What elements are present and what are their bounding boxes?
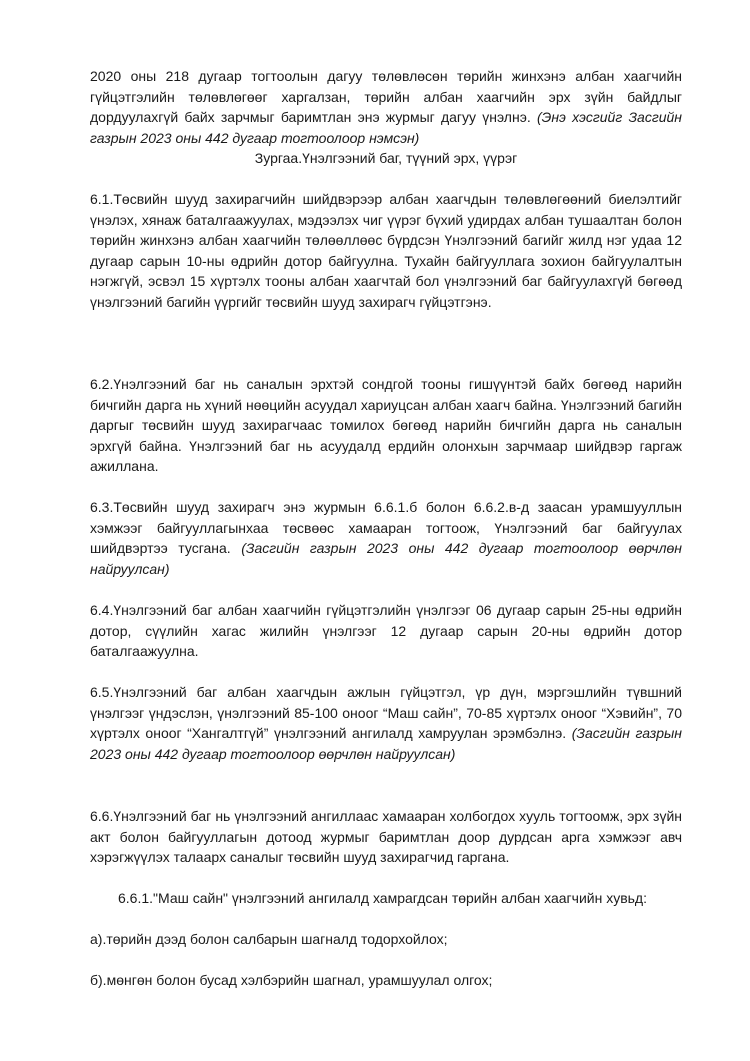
section-title: Зургаа.Үнэлгээний баг, түүний эрх, үүрэг — [254, 150, 518, 166]
list-item-a: а).төрийн дээд болон салбарын шагналд тодорхойлох; — [90, 931, 448, 947]
paragraph-6-5 — [90, 682, 682, 764]
paragraph-text: 6.3.Төсвийн шууд захирагч энэ журмын 6.6.1.б болон 6.6.2.в-д заасан урамшууллын хэмжээг байгууллагынхаа төсвөөс хамааран тогтоож, Үнэлгээний баг байгуулах шийдвэртээ тусгана. — [90, 499, 682, 556]
intro-note: (Энэ хэсгийг Засгийн газрын 2023 оны 442 дугаар тогтоолоор нэмсэн) — [90, 109, 683, 146]
intro-text: 2020 оны 218 дугаар тогтоолын дагуу төлөвлөсөн төрийн жинхэнэ албан хаагчийн гүйцэтгэлийн төлөвлөгөөг харгалзан, төрийн албан хаагчийн эрх зүйн байдлыг дордуулахгүй байх зарчмыг баримтлан энэ журмыг дагуу үнэлнэ. — [90, 68, 682, 125]
list-item-b: б).мөнгөн болон бусад хэлбэрийн шагнал, урамшуулал олгох; — [90, 972, 493, 988]
paragraph-6-4 — [90, 600, 682, 662]
paragraph-6-1 — [90, 189, 682, 312]
paragraph-text: 6.1.Төсвийн шууд захирагчийн шийдвэрээр албан хаагчдын төлөвлөгөөний биелэлтийг үнэлэх, хянаж баталгаажуулах, мэдээлэх чиг үүрэг бүхий удирдах албан тушаалтан болон төрийн жинхэнэ албан хаагчийн төлөөллөөс бүрдсэн Үнэлгээний багийг жилд нэг удаа 12 дугаар сарын 10-ны өдрийн дотор байгуулна. Тухайн байгууллага зохион байгуулалтын нэгжгүй, эсвэл 15 хүртэлх тооны албан хаагчтай бол үнэлгээний баг байгуулахгүй бөгөөд үнэлгээний багийн үүргийг төсвийн шууд захирагч гүйцэтгэнэ. — [90, 191, 682, 310]
paragraph-text: 6.5.Үнэлгээний баг албан хаагчдын ажлын гүйцэтгэл, үр дүн, мэргэшлийн түвшний үнэлгээг үндэслэн, үнэлгээний 85-100 оноог “Маш сайн”, 70-85 хүртэлх оноог “Хэвийн”, 70 хүртэлх оноог “Хангалтгүй” үнэлгээний ангилалд хамруулан эрэмбэлнэ. — [90, 684, 682, 741]
paragraph-note: (Засгийн газрын 2023 оны 442 дугаар тогтоолоор өөрчлөн найруулсан) — [90, 540, 682, 577]
paragraph-text: 6.2.Үнэлгээний баг нь саналын эрхтэй сондгой тооны гишүүнтэй байх бөгөөд нарийн бичгийн дарга нь хүний нөөцийн асуудал хариуцсан албан хаагч байна. Үнэлгээний багийн даргыг төсвийн шууд захирагчаас томилох бөгөөд нарийн бичгийн дарга нь саналын эрхгүй байна. Үнэлгээний баг нь асуудалд ердийн олонхын зарчмаар шийдвэр гаргаж ажиллана. — [90, 376, 682, 474]
paragraph-6-6 — [90, 806, 682, 868]
paragraph-6-2 — [90, 374, 682, 477]
paragraph-text: 6.4.Үнэлгээний баг албан хаагчийн гүйцэтгэлийн үнэлгээг 06 дугаар сарын 25-ны өдрийн дотор, сүүлийн хагас жилийн үнэлгээг 12 дугаар сарын 20-ны өдрийн дотор баталгаажуулна. — [90, 602, 682, 659]
subsection-6-6-1: 6.6.1."Маш сайн" үнэлгээний ангилалд хамрагдсан төрийн албан хаагчийн хувьд: — [118, 890, 647, 906]
paragraph-6-3 — [90, 497, 682, 579]
intro-paragraph — [90, 66, 682, 148]
paragraph-note: (Засгийн газрын 2023 оны 442 дугаар тогтоолоор өөрчлөн найруулсан) — [90, 725, 683, 762]
paragraph-text: 6.6.Үнэлгээний баг нь үнэлгээний ангиллаас хамааран холбогдох хууль тогтоомж, эрх зүйн акт болон байгууллагын дотоод журмыг баримтлан доор дурдсан арга хэмжээг авч хэрэгжүүлэх талаарх саналыг төсвийн шууд захирагчид гаргана. — [90, 808, 682, 865]
